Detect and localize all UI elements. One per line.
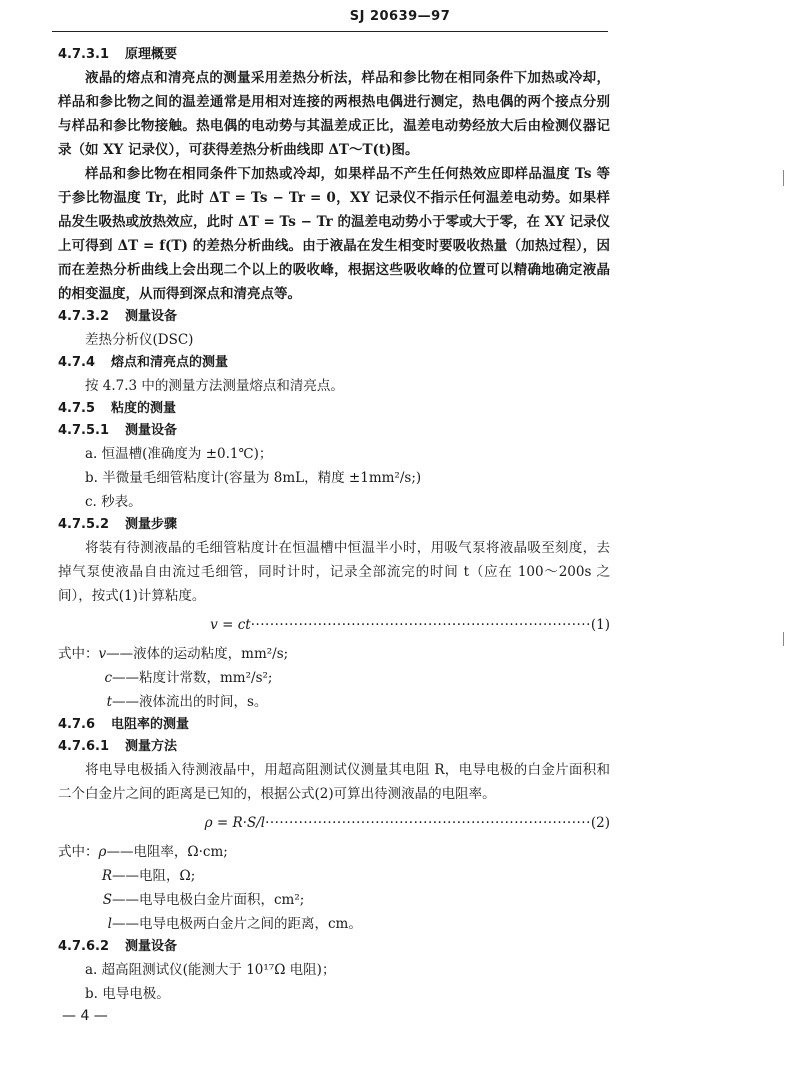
- formula-leader-dots: ·······································································: [250, 617, 591, 633]
- formula-number: (1): [590, 617, 610, 633]
- section-title: 熔点和清亮点的测量: [111, 355, 229, 370]
- equipment-item-b: b. 电导电极。: [85, 986, 170, 1002]
- section-number: 4.7.5.2: [58, 517, 109, 532]
- doc-code-header: SJ 20639—97: [349, 9, 451, 24]
- section-heading-4761: [58, 736, 610, 758]
- where-line-l: [58, 912, 610, 936]
- section-title: 测量方法: [125, 739, 178, 754]
- header-rule: [52, 31, 608, 32]
- equipment-item-a: a. 恒温槽(准确度为 ±0.1℃)；: [85, 446, 273, 462]
- where-symbol: v: [98, 646, 107, 662]
- section-heading-4731: [58, 44, 610, 66]
- section-title: 粘度的测量: [111, 401, 177, 416]
- where-line-rho: [58, 840, 610, 864]
- section-number: 4.7.5.1: [58, 423, 109, 438]
- where-lead: 式中：: [58, 646, 99, 662]
- where-description: ——液体的运动粘度，mm²/s;: [106, 646, 289, 662]
- where-symbol: c: [104, 670, 112, 686]
- section-number: 4.7.3.2: [58, 309, 109, 324]
- document-body: [58, 44, 610, 1006]
- section-heading-475: [58, 398, 610, 420]
- where-line-t: [58, 690, 610, 714]
- section-heading-4752: [58, 514, 610, 536]
- formula-expression: v = ct: [210, 617, 251, 633]
- section-number: 4.7.6.1: [58, 739, 109, 754]
- formula-leader-dots: ····································································: [265, 815, 591, 831]
- section-number: 4.7.6: [58, 717, 96, 732]
- where-description: ——电阻率，Ω·cm;: [106, 844, 228, 860]
- where-symbol: l: [107, 916, 112, 932]
- section-number: 4.7.4: [58, 355, 96, 370]
- scan-mark: [783, 170, 784, 186]
- paragraph-resistivity-method: 将电导电极插入待测液晶中，用超高阻测试仪测量其电阻 R，电导电极的白金片面积和二个白金片之间的距离是已知的，根据公式(2)可算出待测液晶的电阻率。: [58, 762, 610, 802]
- where-line-c: [58, 666, 610, 690]
- where-symbol: ρ: [98, 844, 107, 860]
- scan-mark: [783, 632, 784, 646]
- formula-2: [58, 810, 610, 836]
- where-description: ——电阻，Ω;: [112, 868, 196, 884]
- where-symbol: R: [101, 868, 112, 884]
- section-title: 测量步骤: [125, 517, 178, 532]
- section-heading-4762: [58, 936, 610, 958]
- equipment-item: 差热分析仪(DSC): [85, 332, 194, 348]
- formula-number: (2): [590, 815, 610, 831]
- section-number: 4.7.3.1: [58, 47, 109, 62]
- section-heading-4732: [58, 306, 610, 328]
- formula-1: [58, 612, 610, 638]
- paragraph-melting-point: 按 4.7.3 中的测量方法测量熔点和清亮点。: [85, 378, 344, 394]
- paragraph-viscosity-procedure: 将装有待测液晶的毛细管粘度计在恒温槽中恒温半小时，用吸气泵将液晶吸至刻度，去掉气泵使液晶自由流过毛细管，同时计时，记录全部流完的时间 t（应在 100～200s 之间），按式(1)计算粘度。: [58, 540, 610, 604]
- section-heading-476: [58, 714, 610, 736]
- equipment-item-b: b. 半微量毛细管粘度计(容量为 8mL，精度 ±1mm²/s;): [85, 470, 422, 486]
- where-description: ——电导电极白金片面积，cm²;: [112, 892, 305, 908]
- section-number: 4.7.5: [58, 401, 96, 416]
- equipment-item-c: c. 秒表。: [85, 494, 142, 510]
- where-lead: 式中：: [58, 844, 99, 860]
- where-description: ——电导电极两白金片之间的距离，cm。: [112, 916, 362, 932]
- section-title: 原理概要: [125, 47, 178, 62]
- where-description: ——液体流出的时间，s。: [112, 694, 268, 710]
- section-heading-474: [58, 352, 610, 374]
- where-description: ——粘度计常数，mm²/s²;: [112, 670, 273, 686]
- section-heading-4751: [58, 420, 610, 442]
- where-line-R: [58, 864, 610, 888]
- where-line-v: [58, 642, 610, 666]
- where-symbol: S: [102, 892, 112, 908]
- paragraph-principle-2: 样品和参比物在相同条件下加热或冷却，如果样品不产生任何热效应即样品温度 Ts 等于参比物温度 Tr，此时 ΔT = Ts − Tr = 0，XY 记录仪不指示任何温差电动势。如果样品发生吸热或放热效应，此时 ΔT = Ts − Tr 的温差电动势小于零或大于零，在 XY 记录仪上可得到 ΔT = f(T) 的差热分析曲线。由于液晶在发生相变时要吸收热量（加热过程），因而在差热分析曲线上会出现二个以上的吸收峰，根据这些吸收峰的位置可以精确地确定液晶的相变温度，从而得到深点和清亮点等。: [58, 166, 610, 302]
- section-title: 电阻率的测量: [111, 717, 190, 732]
- paragraph-principle-1: 液晶的熔点和清亮点的测量采用差热分析法，样品和参比物在相同条件下加热或冷却，样品和参比物之间的温差通常是用相对连接的两根热电偶进行测定，热电偶的两个接点分别与样品和参比物接触。热电偶的电动势与其温差成正比，温差电动势经放大后由检测仪器记录（如 XY 记录仪），可获得差热分析曲线即 ΔT～T(t)图。: [58, 70, 610, 158]
- section-title: 测量设备: [125, 309, 178, 324]
- equipment-item-a: a. 超高阻测试仪(能测大于 10¹⁷Ω 电阻)；: [85, 962, 336, 978]
- section-number: 4.7.6.2: [58, 939, 109, 954]
- where-line-S: [58, 888, 610, 912]
- page-number: — 4 —: [62, 1008, 108, 1024]
- formula-expression: ρ = R·S/l: [204, 815, 266, 831]
- section-title: 测量设备: [125, 423, 178, 438]
- where-symbol: t: [106, 694, 112, 710]
- section-title: 测量设备: [125, 939, 178, 954]
